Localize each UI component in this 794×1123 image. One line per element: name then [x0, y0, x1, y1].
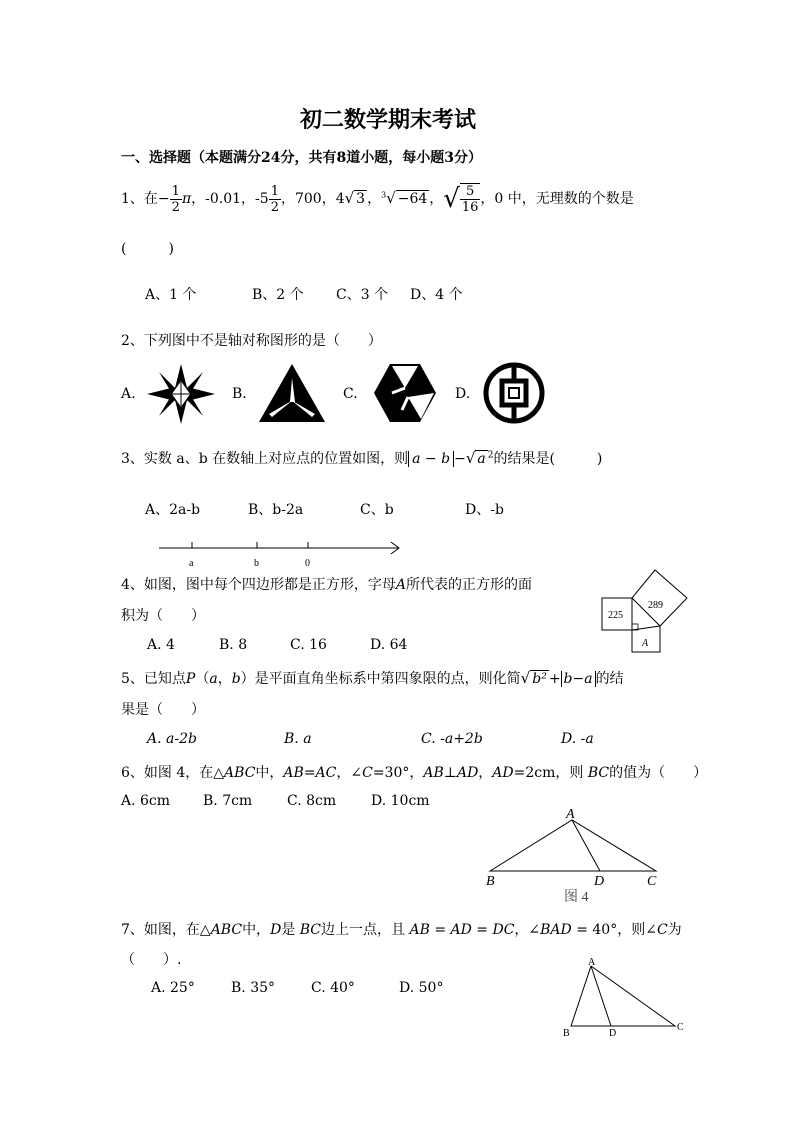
q1-sep4: ， [429, 191, 444, 207]
q3-option-d: D、-b [465, 502, 504, 518]
q6-p16: 的值为（ ） [609, 765, 708, 781]
q6-p3: AB [283, 765, 304, 781]
q5-line2: 果是（ ） [121, 702, 205, 718]
q1-frac1: $\frac{1}{2}$ [171, 183, 180, 215]
q1-option-d: D、4 个 [410, 287, 463, 303]
triangle-figure-q7 [558, 955, 688, 1039]
q5-tail: 的结 [595, 671, 624, 687]
q7-vertex-c: C [677, 1022, 684, 1033]
q5-abs: b−a [561, 671, 596, 687]
question-5: 5、已知点P（a，b）是平面直角坐标系中第四象限的点，则化简√ b² + b−a 的结 [121, 669, 624, 687]
question-7 [121, 919, 682, 939]
q1-cbrt-index: 3 [381, 190, 387, 200]
q1-frac2: $\frac{1}{2}$ [270, 183, 279, 215]
question-1: 1、在− $\frac{1}{2}$ π，-0.01，-5 $\frac{1}{2}$ ，700，4√ 3 ，$^3$√ −64 ，√ $\frac{5}{16}$ ，0 中，无理数的个数是 [121, 183, 634, 215]
q4-option-b: B. 8 [219, 637, 248, 653]
q7-p5: BC [299, 922, 322, 938]
q1-tail: ，0 中，无理数的个数是 [480, 191, 634, 207]
q4-option-a: A. 4 [147, 637, 175, 653]
triangle-y-figure [257, 362, 327, 424]
triangle-figure-4 [480, 805, 670, 907]
q7-option-a: A. 25° [151, 980, 195, 996]
q1-lead: 1、在 [121, 191, 158, 207]
q3-option-b: B、b-2a [248, 502, 304, 518]
q7-p2: 中， [242, 922, 271, 938]
q3-mid: − [454, 451, 466, 467]
q6-p15: BC [587, 765, 610, 781]
axis-label-b: b [254, 558, 259, 569]
number-line [155, 536, 405, 570]
q5-option-b: B. a [284, 731, 312, 747]
compass-star-figure [145, 362, 217, 426]
q1-option-b: B、2 个 [252, 287, 304, 303]
q7-option-b: B. 35° [231, 980, 276, 996]
q6-option-d: D. 10cm [371, 793, 430, 809]
vertex-c: C [647, 874, 657, 889]
q5-open: （ [195, 671, 210, 687]
q7-line2: （ ）. [121, 952, 182, 968]
q5-option-d: D. -a [561, 731, 594, 747]
q1-paren: ( ) [121, 241, 174, 257]
vertex-d: D [594, 874, 605, 889]
page-title: 初二数学期末考试 [300, 107, 477, 133]
q7-p1: ABC [210, 922, 243, 938]
q6-p7: C [362, 765, 373, 781]
q6-p1: ABC [224, 765, 256, 781]
q7-p9: BAD [540, 922, 572, 938]
figure-caption: 图 4 [564, 890, 589, 905]
q6-p9: AB [423, 765, 444, 781]
q4-option-d: D. 64 [370, 637, 408, 653]
q5-sqrt: b² [532, 671, 547, 687]
q5-mid: 是平面直角坐标系中第四象限的点，则化简 [254, 671, 521, 687]
q2-label-b: B. [232, 386, 247, 402]
q7-p7: AB = AD = DC [409, 922, 515, 938]
q1-cbrt: −64 [397, 191, 428, 207]
q1-option-c: C、3 个 [336, 287, 389, 303]
square-label-a: A [642, 638, 649, 649]
q7-option-c: C. 40° [311, 980, 355, 996]
q2-label-c: C. [343, 386, 358, 402]
q1-sep2: ，700，4 [280, 191, 345, 207]
q2-label-d: D. [455, 386, 471, 402]
q4-option-c: C. 16 [290, 637, 327, 653]
q7-p3: D [270, 922, 282, 938]
q5-option-a: A. a-2b [147, 731, 197, 747]
q6-p10: ⊥ [443, 765, 457, 781]
question-6 [121, 762, 707, 782]
square-label-225: 225 [608, 610, 623, 621]
q5-option-c: C. -a+2b [421, 731, 483, 747]
q7-vertex-a: A [588, 957, 596, 968]
q6-option-b: B. 7cm [203, 793, 253, 809]
question-3: 3、实数 a、b 在数轴上对应点的位置如图，则 a − b −√ a $^2$的结果是( ) [121, 449, 603, 467]
hexagon-figure [372, 362, 438, 424]
q4-letter: A [395, 577, 407, 593]
q6-p4: = [303, 765, 316, 781]
q6-p8: =30°， [372, 765, 424, 781]
q1-neg: − [157, 191, 170, 207]
q3-sup: 2 [487, 450, 494, 461]
q4-line1-post: 所代表的正方形的面 [406, 577, 533, 593]
coin-figure [482, 362, 546, 424]
q3-lead: 3、实数 a、b 在数轴上对应点的位置如图，则 [121, 451, 409, 467]
q1-frac3: $\frac{5}{16}$ [461, 184, 479, 215]
q6-option-a: A. 6cm [121, 793, 171, 809]
q6-p2: 中， [255, 765, 284, 781]
q7-p8: ，∠ [514, 922, 541, 938]
q5-a: a [209, 671, 218, 687]
axis-label-zero: 0 [305, 558, 310, 569]
q7-option-d: D. 50° [399, 980, 444, 996]
q6-p0: 6、如图 4，在△ [121, 765, 225, 781]
q1-pi: π [181, 191, 192, 207]
q7-p4: 是 [281, 922, 300, 938]
q4-line1-pre: 4、如图，图中每个四边形都是正方形，字母 [121, 577, 396, 593]
q7-p10: = 40°，则∠ [571, 922, 657, 938]
q1-option-a: A、1 个 [145, 287, 197, 303]
q2-label-a: A. [121, 386, 136, 402]
square-label-289: 289 [648, 600, 663, 611]
q3-option-a: A、2a-b [145, 502, 201, 518]
question-2: 2、下列图中不是轴对称图形的是（ ） [121, 333, 382, 349]
q6-option-c: C. 8cm [287, 793, 337, 809]
q3-option-c: C、b [360, 502, 394, 518]
q7-p0: 7、如图，在△ [121, 922, 211, 938]
vertex-b: B [486, 874, 495, 889]
q5-b: b [231, 671, 241, 687]
q6-p6: ，∠ [336, 765, 363, 781]
q3-abs: a − b [408, 451, 454, 467]
vertex-a: A [566, 807, 575, 822]
axis-label-a: a [189, 558, 194, 569]
squares-figure [600, 568, 692, 654]
q1-sep3: ， [367, 191, 382, 207]
q3-tail: 的结果是( ) [493, 451, 603, 467]
q5-close: ） [240, 671, 255, 687]
q6-p5: AC [315, 765, 337, 781]
q5-comma: ， [217, 671, 232, 687]
q1-sqrt1: 3 [356, 191, 366, 207]
q6-p13: AD [492, 765, 514, 781]
q4-line2: 积为（ ） [121, 608, 205, 624]
question-4 [121, 574, 532, 594]
q7-p12: 为 [667, 922, 682, 938]
q5-pre: 5、已知点 [121, 671, 186, 687]
q3-sqrt: a [477, 451, 486, 467]
q5-plus: + [548, 671, 561, 687]
q1-sep1: ，-0.01，-5 [191, 191, 269, 207]
q7-p11: C [656, 922, 668, 938]
q5-point: P [185, 671, 196, 687]
q6-p12: ， [478, 765, 493, 781]
q6-p11: AD [456, 765, 479, 781]
q6-p14: =2cm，则 [513, 765, 588, 781]
q7-vertex-d: D [609, 1028, 617, 1039]
q7-p6: 边上一点，且 [321, 922, 410, 938]
section-heading: 一、选择题（本题满分24分，共有8道小题，每小题3分） [121, 150, 482, 166]
q7-vertex-b: B [563, 1028, 570, 1039]
